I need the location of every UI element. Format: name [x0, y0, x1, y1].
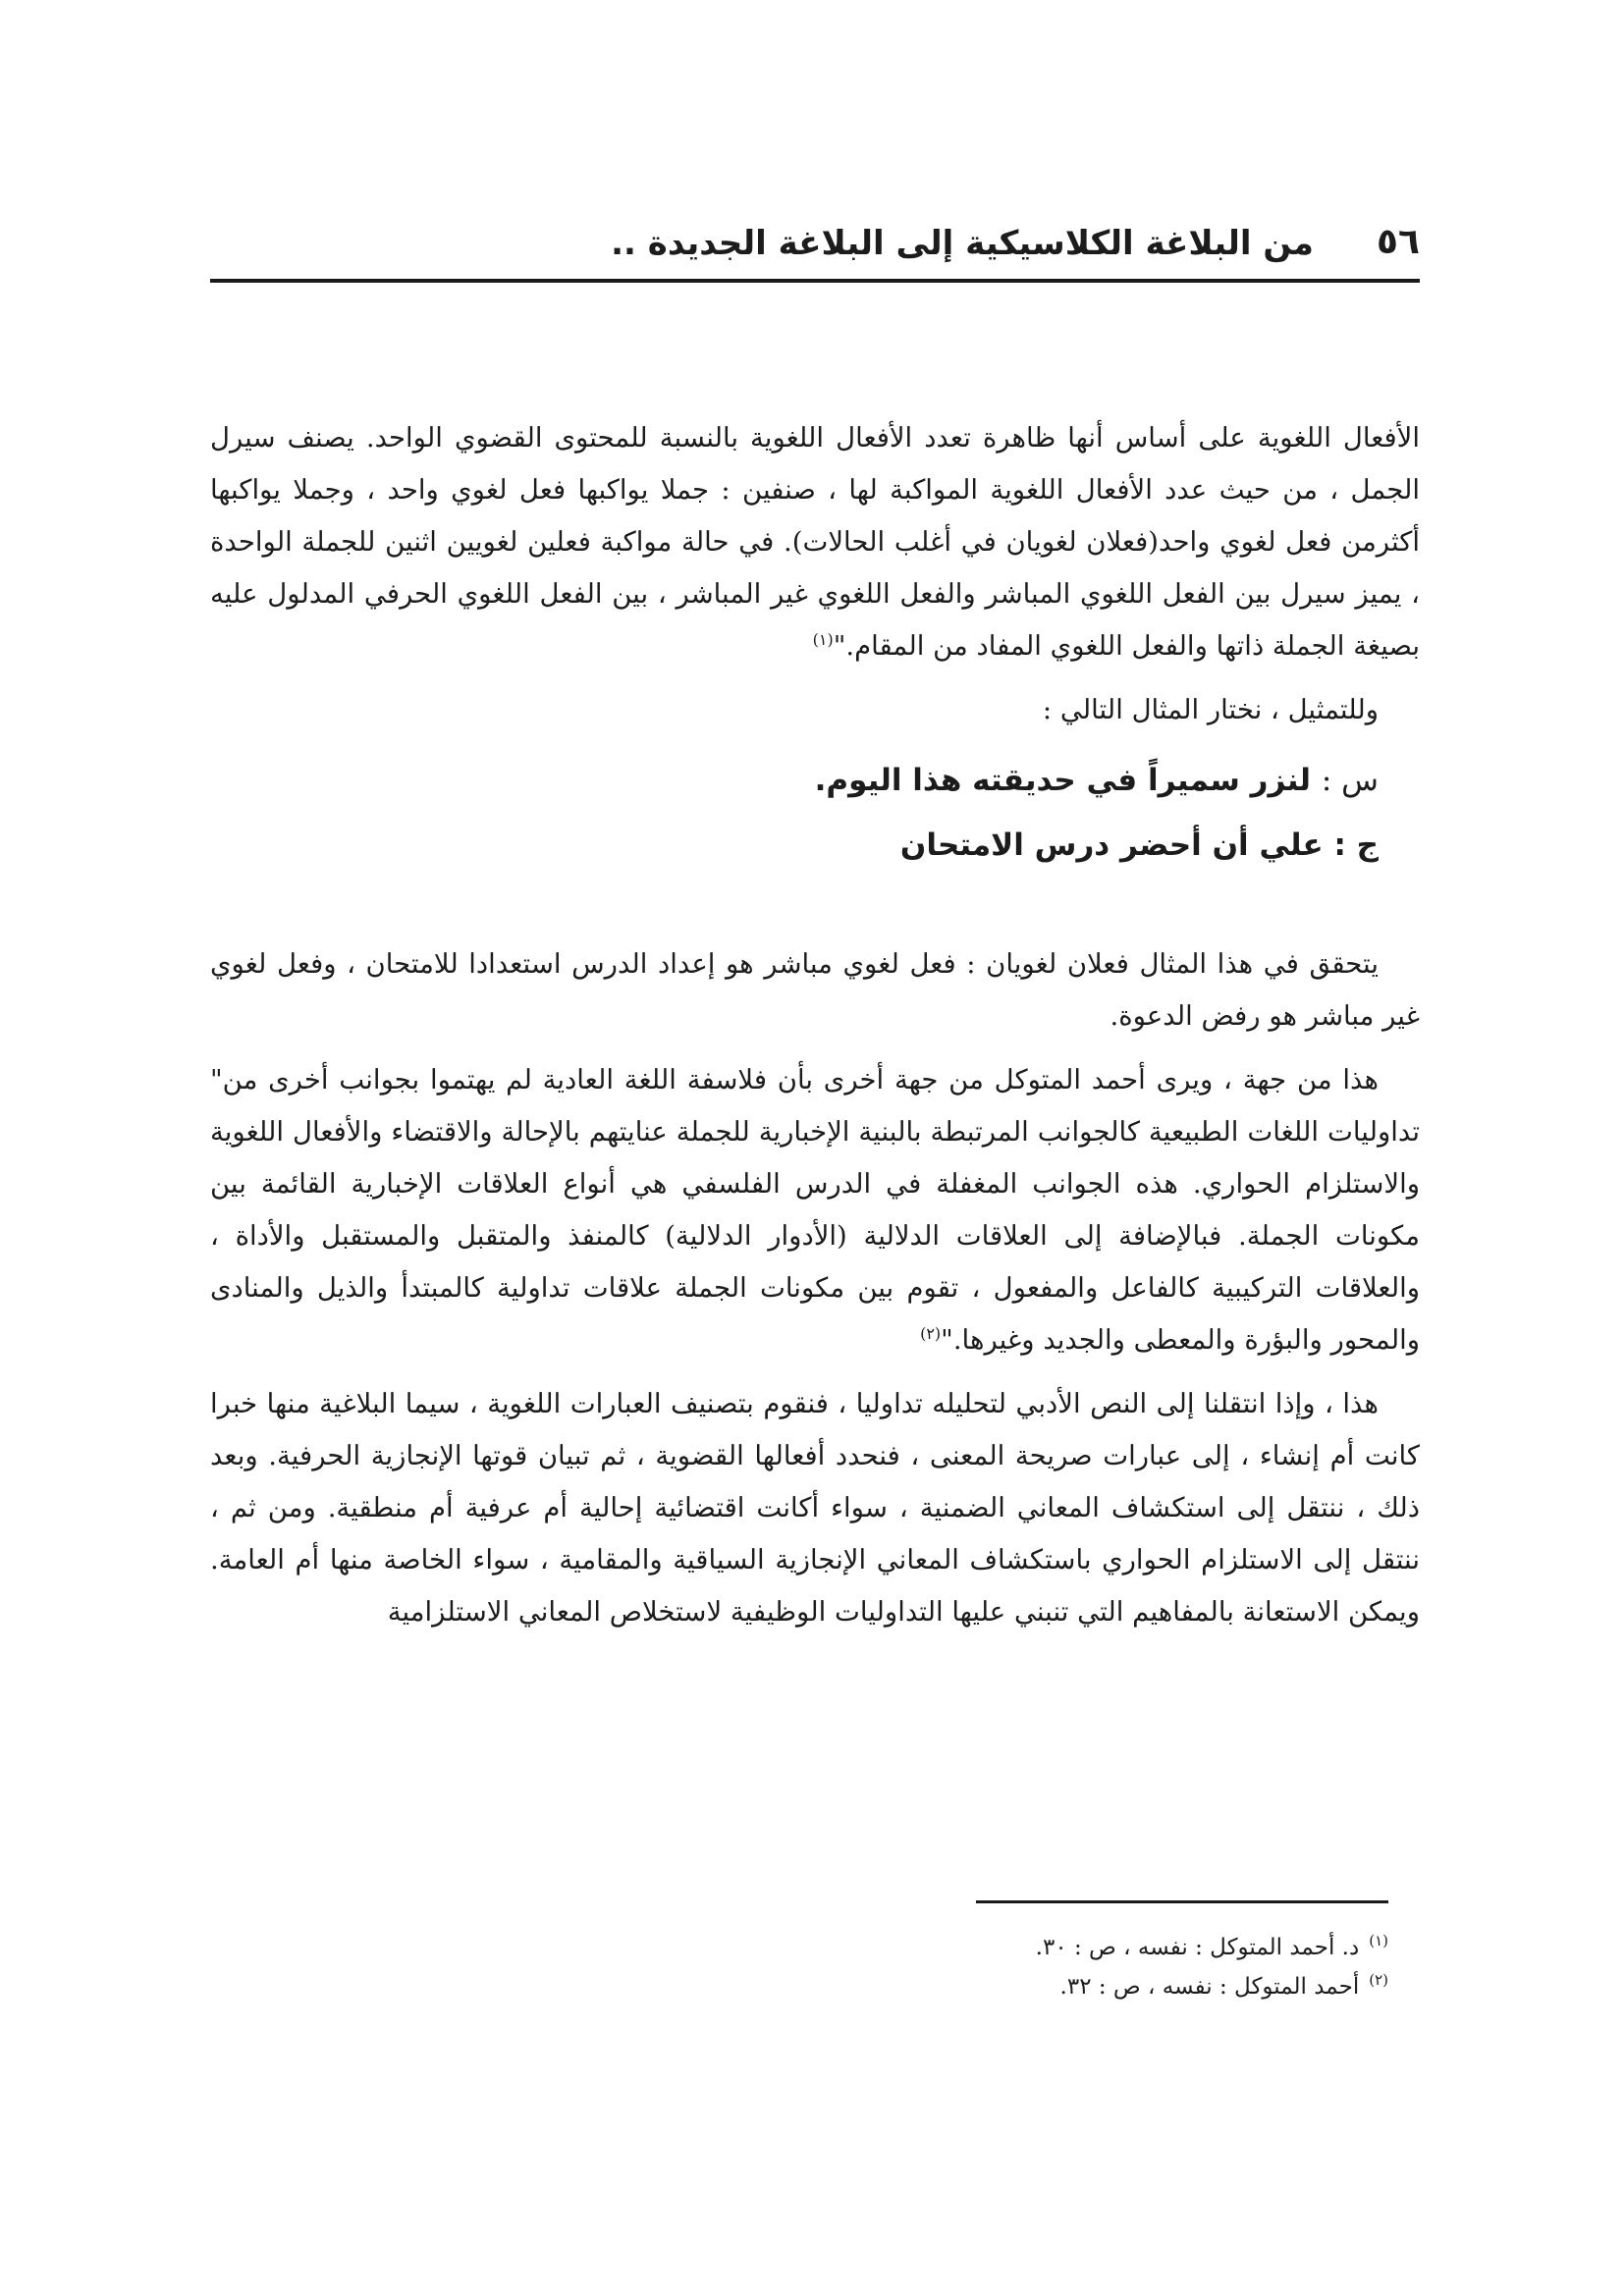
- paragraph-1: [210, 412, 1420, 672]
- footnotes: [603, 1928, 1388, 2006]
- example-intro: وللتمثيل ، نختار المثال التالي :: [1042, 694, 1379, 725]
- page-number: ٥٦: [1377, 222, 1420, 262]
- footnote-2: [603, 1967, 1388, 2006]
- footnote-2-marker: (٢): [1369, 1971, 1388, 1990]
- footnote-2-text: أحمد المتوكل : نفسه ، ص : ٣٢.: [1059, 1974, 1360, 2000]
- question-label: س :: [1321, 763, 1379, 798]
- spacer: [210, 878, 1420, 938]
- paragraph-2: يتحقق في هذا المثال فعلان لغويان : فعل لغوي مباشر هو إعداد الدرس استعدادا للامتحان ، وفعل لغوي غير مباشر هو رفض الدعوة.: [210, 948, 1420, 1032]
- paragraph-3: [210, 1054, 1420, 1366]
- footnote-ref-1: (١): [812, 629, 834, 649]
- paragraph-1-text: الأفعال اللغوية على أساس أنها ظاهرة تعدد الأفعال اللغوية بالنسبة للمحتوى القضوي الواحد. يصنف سيرل الجمل ، من حيث عدد الأفعال اللغوية المواكبة لها ، صنفين : جملا يواكبها فعل لغوي واحد ، وجملا يواكبها أكثرمن فعل لغوي واحد(فعلان لغويان في أغلب الحالات). في حالة مواكبة فعلين لغويين اثنين للجملة الواحدة ، يميز سيرل بين الفعل اللغوي المباشر والفعل اللغوي غير المباشر ، بين الفعل اللغوي الحرفي المدلول عليه بصيغة الجملة ذاتها والفعل اللغوي المفاد من المقام.": [210, 422, 1420, 662]
- paragraph-3-text: هذا من جهة ، ويرى أحمد المتوكل من جهة أخرى بأن فلاسفة اللغة العادية لم يهتموا بجوانب أخرى من" تداوليات اللغات الطبيعية كالجوانب المرتبطة بالبنية الإخبارية للجملة عنايتهم بالإحالة والاقتضاء والأفعال اللغوية والاستلزام الحواري. هذه الجوانب المغفلة في الدرس الفلسفي هي أنواع العلاقات الإخبارية القائمة بين مكونات الجملة. فبالإضافة إلى العلاقات الدلالية (الأدوار الدلالية) كالمنفذ والمتقبل والمستقبل والأداة ، والعلاقات التركيبية كالفاعل والمفعول ، تقوم بين مكونات الجملة علاقات تداولية كالمبتدأ والذيل والمنادى والمحور والبؤرة والمعطى والجديد وغيرها.": [210, 1064, 1420, 1356]
- example-question: [210, 748, 1420, 813]
- question-text: لنزر سميراً في حديقته هذا اليوم.: [814, 763, 1312, 798]
- footnote-separator: [976, 1900, 1388, 1903]
- footnote-1-text: د. أحمد المتوكل : نفسه ، ص : ٣٠.: [1035, 1935, 1360, 1960]
- running-title: من البلاغة الكلاسيكية إلى البلاغة الجديدة ..: [611, 224, 1314, 263]
- footnote-1-marker: (١): [1369, 1932, 1388, 1950]
- example-answer: ج : علي أن أحضر درس الامتحان: [899, 828, 1379, 863]
- paragraph-4: هذا ، وإذا انتقلنا إلى النص الأدبي لتحليله تداوليا ، فنقوم بتصنيف العبارات اللغوية ، سيما البلاغية منها خبرا كانت أم إنشاء ، إلى عبارات صريحة المعنى ، فنحدد أفعالها القضوية ، ثم تبيان قوتها الإنجازية الحرفية. وبعد ذلك ، ننتقل إلى استكشاف المعاني الضمنية ، سواء أكانت اقتضائية إحالية أم عرفية أم منطقية. ومن ثم ، ننتقل إلى الاستلزام الحواري باستكشاف المعاني الإنجازية السياقية والمقامية ، سواء الخاصة منها أم العامة. ويمكن الاستعانة بالمفاهيم التي تنبني عليها التداوليات الوظيفية لاستخلاص المعاني الاستلزامية: [210, 1388, 1420, 1628]
- body-text: [210, 412, 1420, 1650]
- running-header: [210, 204, 1420, 283]
- footnote-1: [603, 1928, 1388, 1967]
- footnote-ref-2: (٢): [920, 1323, 942, 1343]
